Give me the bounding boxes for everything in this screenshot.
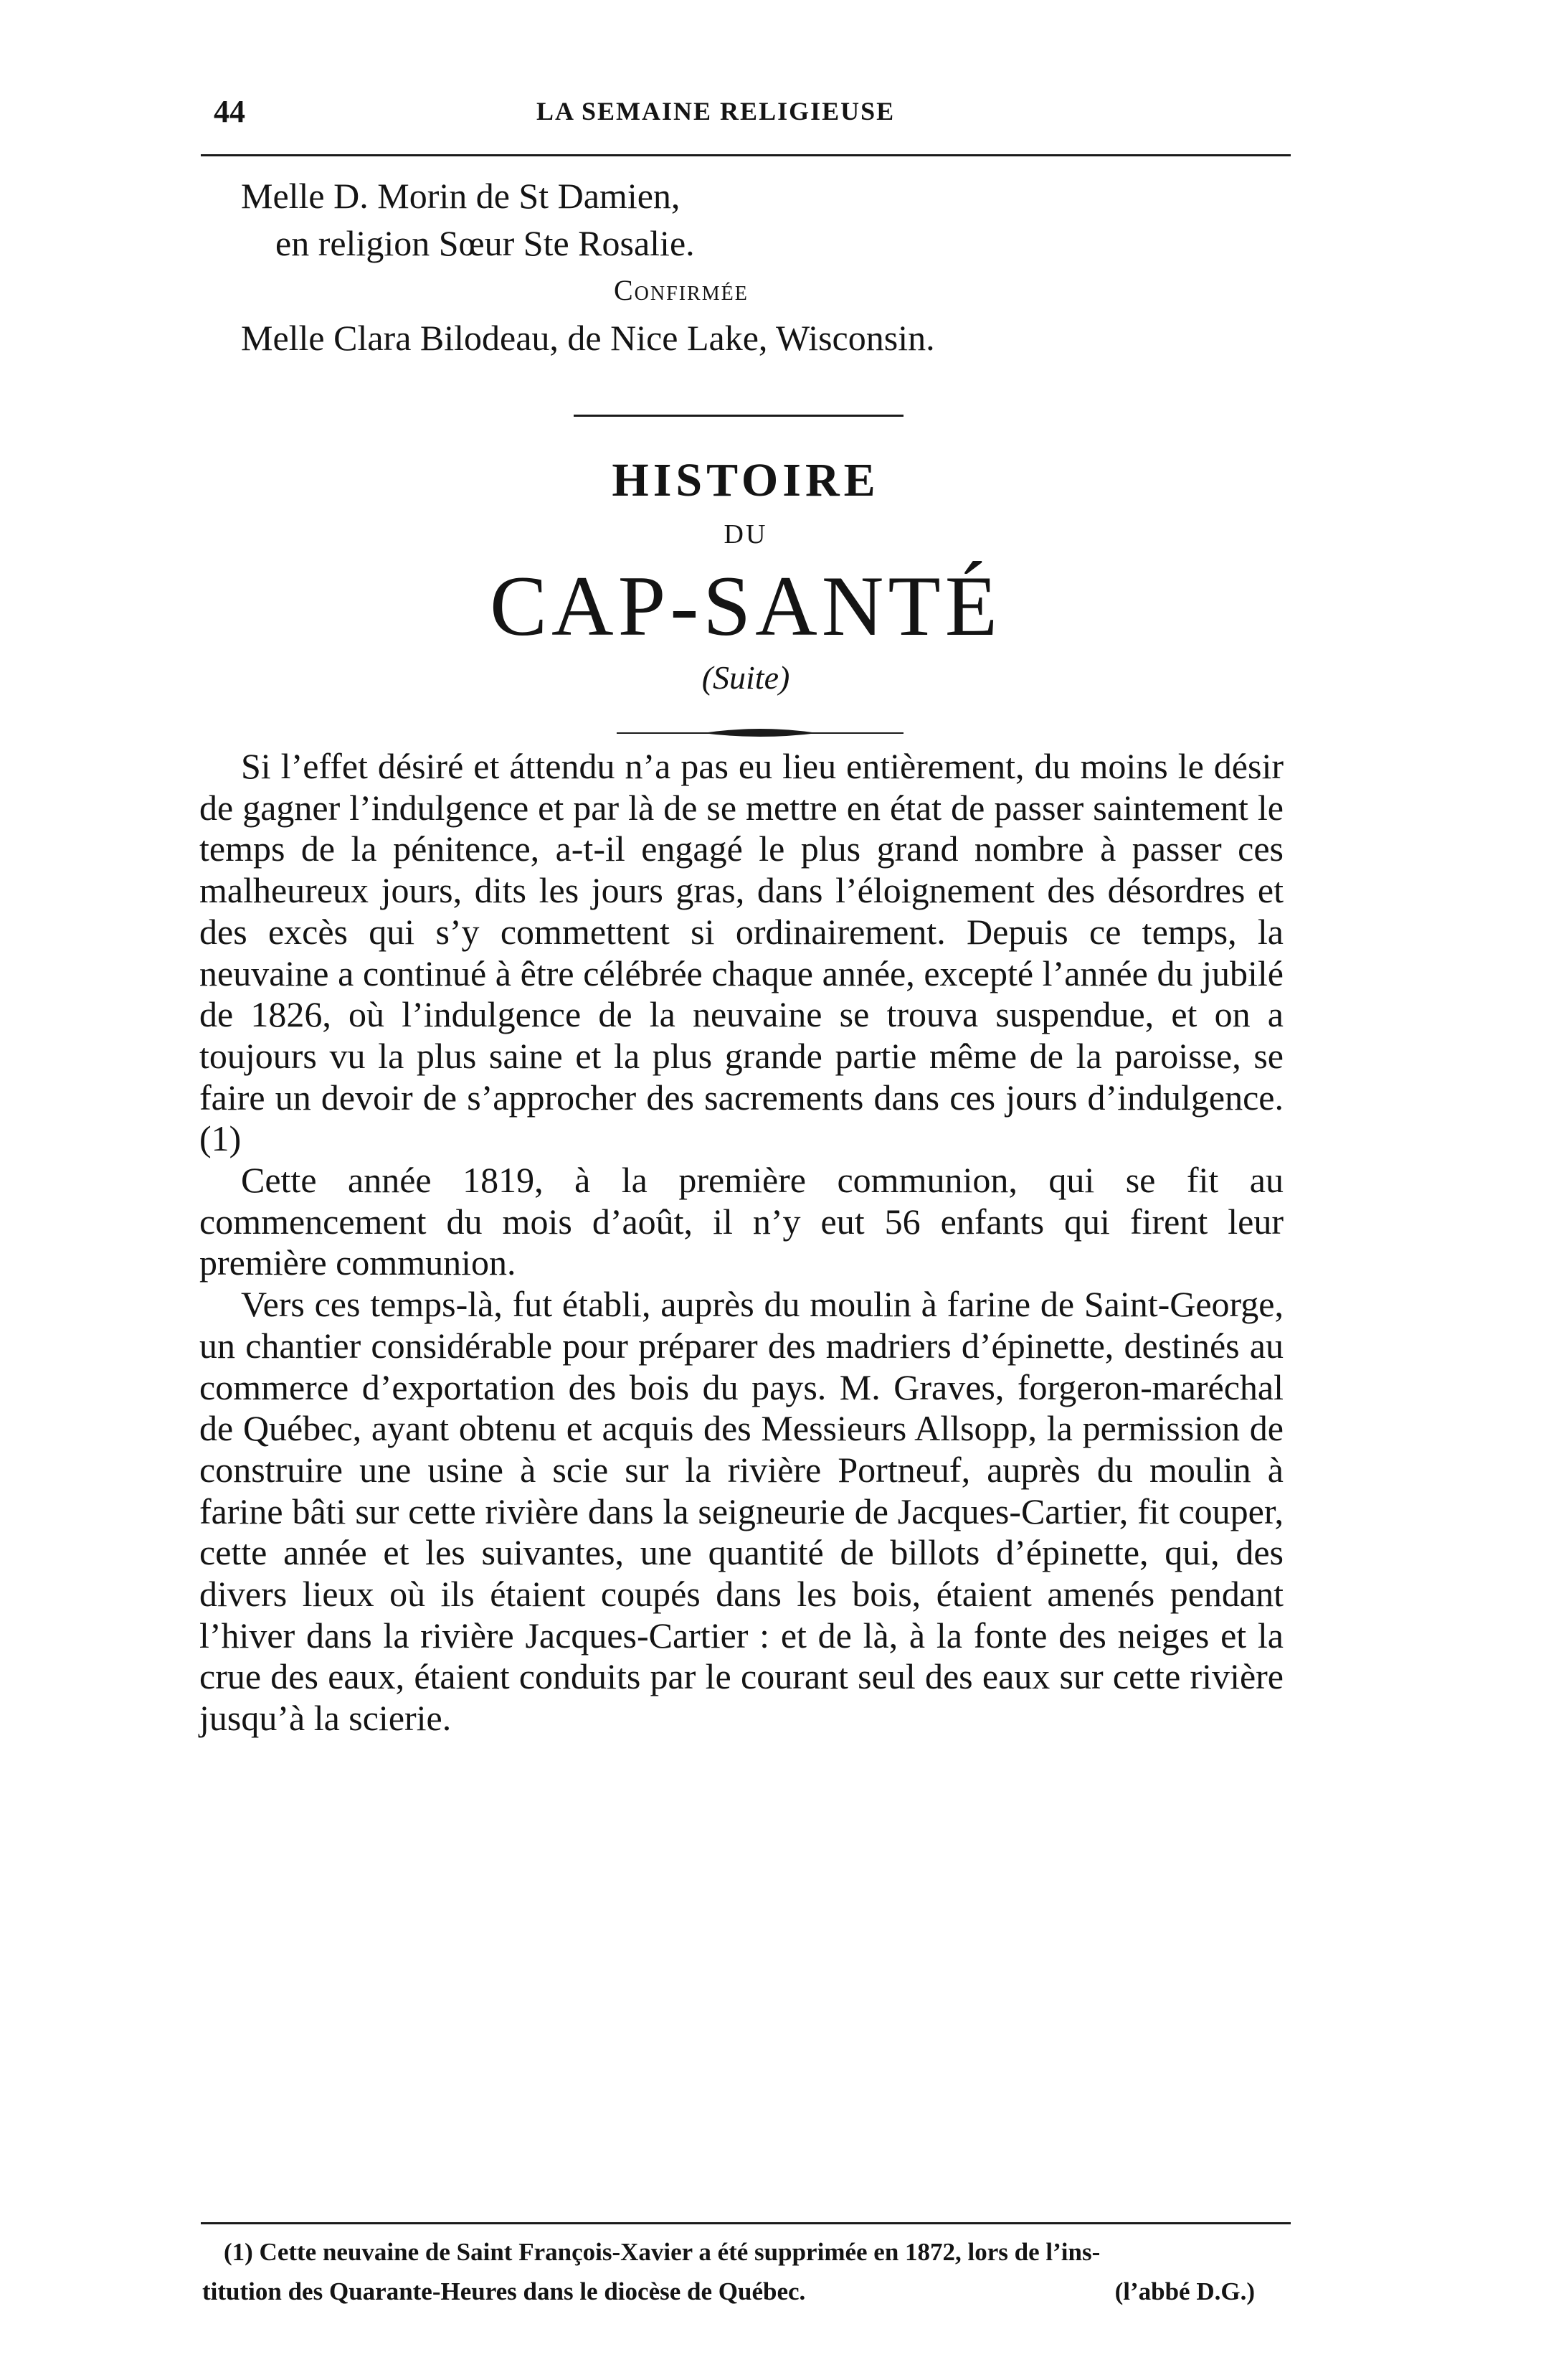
page-number: 44 [214, 94, 245, 129]
ornament-divider [617, 726, 904, 740]
article-subject: CAP-SANTÉ [489, 558, 1002, 653]
footnote-rule [201, 2222, 1291, 2224]
body-paragraph: Vers ces temps-là, fut établi, auprès du moulin à farine de Saint-George, un chantier considérable pour préparer des madriers d’épinette, destinés au commerce d’exportation des bois du pays. M. Graves, forgeron-maréchal de Québec, ayant obtenu et acquis des Messieurs Allsopp, la permission de construire une usine à scie sur la rivière Portneuf, auprès du moulin à farine bâti sur cette rivière dans la seigneurie de Jacques-Cartier, fit couper, cette année et les suivantes, une quantité de billots d’épinette, qui, des divers lieux où ils étaient coupés dans les bois, étaient amenés pendant l’hiver dans la rivière Jacques-Cartier : et de là, à la fonte des neiges et la crue des eaux, étaient conduits par le courant seul des eaux sur cette rivière jusqu’à la scierie. [199, 1284, 1284, 1739]
article-title-block [201, 452, 1291, 703]
footnote-signature: (l’abbé D.G.) [1114, 2277, 1255, 2305]
footnote [202, 2232, 1284, 2311]
journal-title: LA SEMAINE RELIGIEUSE [536, 97, 896, 126]
article-continued-label: (Suite) [701, 659, 790, 696]
body-paragraph: Si l’effet désiré et áttendu n’a pas eu lieu entièrement, du moins le désir de gagner l’indulgence et par là de se mettre en état de passer saintement le temps de la pénitence, a-t-il engagé le plus grand nombre à passer ces malheureux jours, dits les jours gras, dans l’éloignement des désordres et des excès qui s’y commettent si ordinairement. Depuis ce temps, la neuvaine a continué à être célébrée chaque année, excepté l’année du jubilé de 1826, où l’indulgence de la neuvaine se trouva suspendue, et on a toujours vu la plus saine et la plus grande partie même de la paroisse, se faire un devoir de s’approcher des sacrements dans ces jours d’indulgence. (1) [199, 746, 1284, 1159]
body-paragraph: Cette année 1819, à la première communion, qui se fit au commencement du mois d’août, il n’y eut 56 enfants qui firent leur première communion. [199, 1160, 1284, 1283]
footnote-line: titution des Quarante-Heures dans le diocèse de Québec. [202, 2277, 806, 2305]
article-body [199, 746, 1284, 1739]
header-rule [201, 154, 1291, 156]
notice-block [241, 172, 1245, 362]
notice-line: Melle D. Morin de St Damien, [241, 176, 680, 216]
article-title: HISTOIRE [612, 454, 880, 506]
section-divider [574, 415, 904, 417]
footnote-line: (1) Cette neuvaine de Saint François-Xavier a été supprimée en 1872, lors de l’ins- [224, 2238, 1101, 2266]
running-head [214, 93, 1275, 136]
article-title-connector: DU [724, 519, 768, 549]
notice-line: en religion Sœur Ste Rosalie. [275, 223, 695, 263]
notice-line: Melle Clara Bilodeau, de Nice Lake, Wisconsin. [241, 318, 935, 358]
notice-heading: Confirmée [614, 274, 749, 306]
